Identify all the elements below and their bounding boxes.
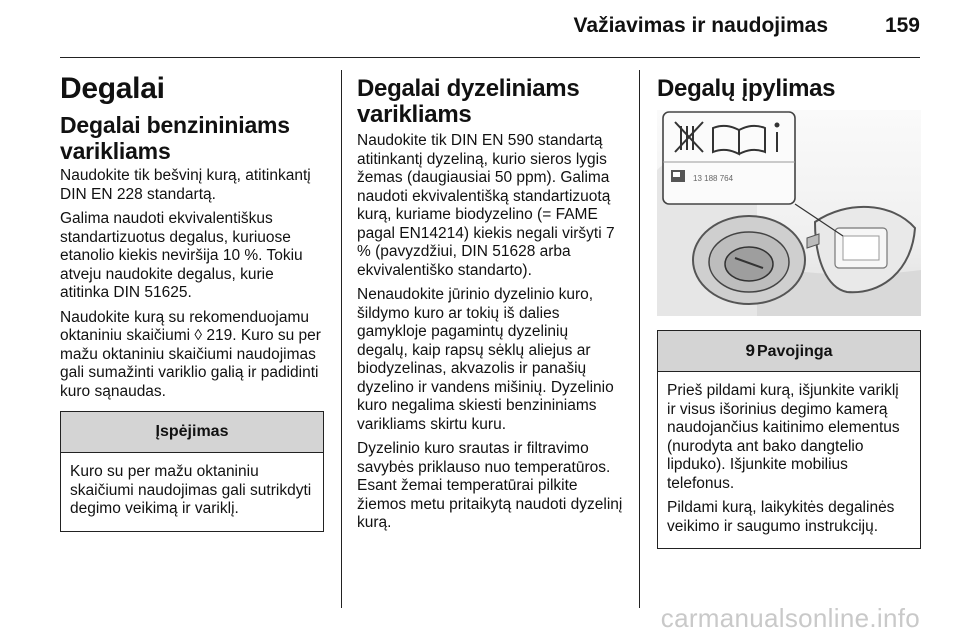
warning-icon: 9 [745,341,755,360]
warning-text: Pildami kurą, laikykitės degalinės veikimo ir saugumo instrukcijų. [667,499,895,535]
notice-text: Kuro su per mažu oktaniniu skaičiumi naudojimas gali sutrikdyti degimo veikimą ir variklį. [70,463,312,517]
paragraph: Nenaudokite jūrinio dyzelinio kuro, šildymo kuro ar tokių iš dalies gamykloje pagamintų dyzelinių degalų, kaip rapsų sėklų aliejus ar biodyzelinas, akvazolis ir panašių dyzelino ir vandens mišinių. Dyzelinio kuro negalima skiesti benzininiams varikliams skirtu kuru. [357,286,614,433]
notice-body [61,453,323,531]
paragraph: Naudokite tik bešvinį kurą, atitinkantį DIN EN 228 standartą. [60,167,311,203]
page-number: 159 [884,14,920,37]
header-rule [60,57,920,58]
warning-heading [658,331,920,372]
site-watermark: carmanualsonline.info [660,603,920,633]
section-title: Degalų įpylimas [657,75,836,102]
header-title: Važiavimas ir naudojimas [573,14,828,37]
section-title: Degalai [60,72,165,105]
paragraph: Naudokite kurą su rekomenduojamu oktaniniu skaičiumi ◊ 219. Kuro su per mažu oktaniniu skaičiumi naudojimas gali sumažinti variklio galią ir padidinti kuro sąnaudas. [60,308,321,400]
section-title: Degalai dyzeliniams varikliams [357,75,580,128]
warning-box [657,330,921,549]
notice-box [60,411,324,532]
warning-heading-text: Pavojinga [756,343,833,360]
column-right [657,66,921,549]
warning-body [658,372,920,548]
figure-code: 13 188 764 [693,174,734,183]
column-divider [341,70,342,608]
fuel-flap-drawing [657,110,921,316]
warning-text: Prieš pildami kurą, išjunkite variklį ir visus išorinius degimo kamerą naudojančius kaitinimo elementus (nurodyta ant bako dangtelio lipduko). Išjunkite mobilius telefonus. [667,382,900,492]
column-middle [357,66,623,539]
column-divider [639,70,640,608]
paragraph: Naudokite tik DIN EN 590 standartą atitinkantį dyzeliną, kurio sieros lygis žemas (daugiausiai 50 ppm). Galima naudoti ekvivalentišką standartizuotą kurą, kuriame biodyzelino (= FAME pagal EN14214) kiekis negali viršyti 7 % (pavyzdžiui, DIN 51628 arba ekvivalentiško standarto). [357,132,615,279]
notice-heading: Įspėjimas [61,412,323,453]
paragraph: Galima naudoti ekvivalentiškus standartizuotus degalus, kuriuose etanolio kiekis neviršija 10 %. Tokiu atveju naudokite degalus, kurie atitinka DIN 51625. [60,210,303,301]
column-left [60,66,324,532]
subsection-title: Degalai benzininiams varikliams [60,112,290,164]
fuel-filler-illustration [657,110,921,316]
paragraph: Dyzelinio kuro srautas ir filtravimo savybės priklauso nuo temperatūros. Esant žemai temperatūrai pilkite žiemos metu pritaikytą naudoti dyzelinį kurą. [357,440,623,531]
